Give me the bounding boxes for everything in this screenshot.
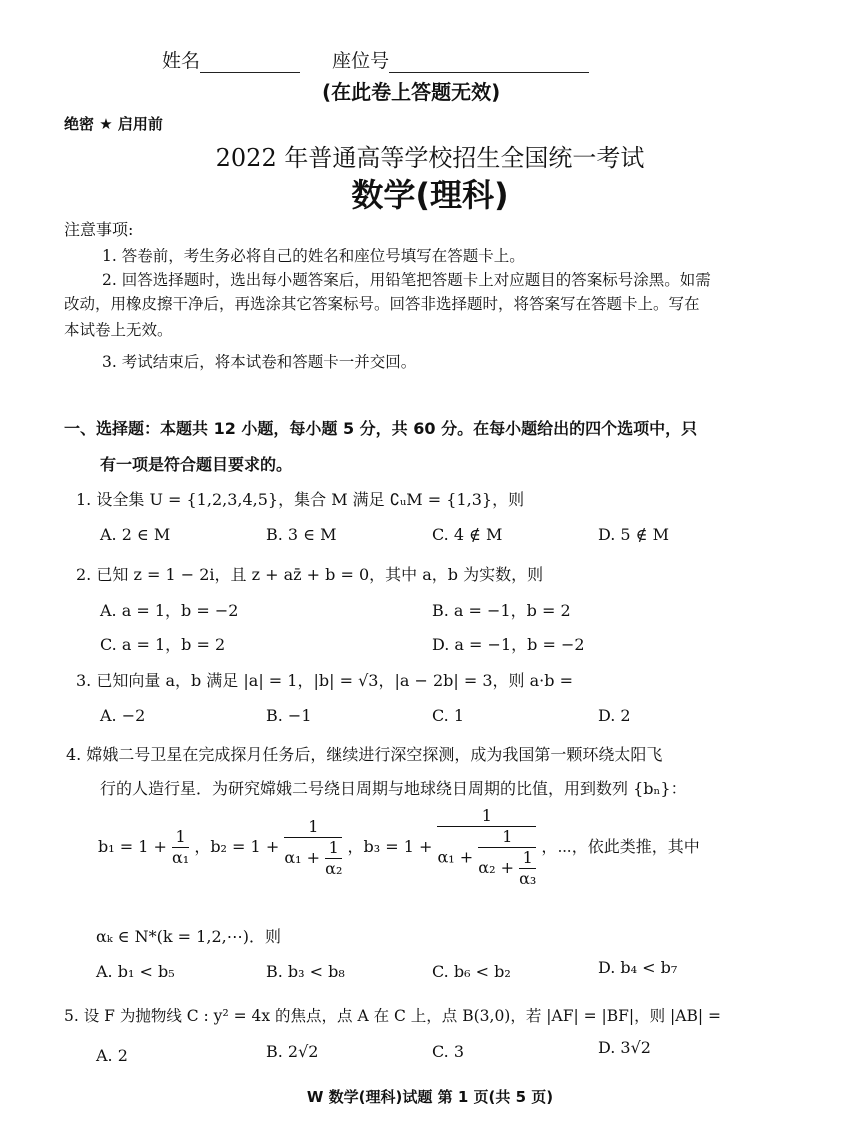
b2-fraction: 1 α₁ + $\frac{1}{\text{α₂}}$ [284,816,343,878]
q3-option-d: D. 2 [598,706,631,725]
q4-option-c: C. b₆ < b₂ [432,962,511,981]
q4-option-b: B. b₃ < b₈ [266,962,345,981]
notes-heading: 注意事项: [64,220,134,239]
question-4-condition: αₖ ∈ N*(k = 1,2,⋯)．则 [96,927,281,946]
secret-label: 绝密 ★ 启用前 [64,115,163,133]
q1-option-c: C. 4 ∉ M [432,525,503,544]
q5-option-b: B. 2√2 [266,1042,319,1061]
q4-option-d: D. b₄ < b₇ [598,958,678,977]
question-3-stem: 3. 已知向量 a，b 满足 |a| = 1，|b| = √3，|a − 2b| = 3，则 a·b = [76,671,573,690]
formula-tail: ，⋯，依此类推，其中 [541,837,700,856]
q5-option-a: A. 2 [96,1046,128,1065]
seat-label: 座位号 [332,50,390,72]
q2-option-c: C. a = 1，b = 2 [100,635,226,654]
subject-title: 数学(理科) [351,176,509,214]
q5-option-d: D. 3√2 [598,1038,651,1057]
question-2-stem: 2. 已知 z = 1 − 2i，且 z + az̄ + b = 0，其中 a，b 为实数，则 [76,565,544,584]
q3-option-a: A. −2 [100,706,146,725]
note-item-2-end: 本试卷上无效。 [64,321,173,339]
question-1-stem: 1. 设全集 U = {1,2,3,4,5}，集合 M 满足 ∁ᵤM = {1,3}，则 [76,490,525,509]
question-5-stem: 5. 设 F 为抛物线 C : y² = 4x 的焦点，点 A 在 C 上，点 B(3,0)，若 |AF| = |BF|，则 |AB| = [64,1007,721,1025]
name-label: 姓名 [162,50,201,72]
note-item-2: 2. 回答选择题时，选出每小题答案后，用铅笔把答题卡上对应题目的答案标号涂黑。如需 [102,271,711,289]
b3-lhs: ，b₃ = 1 + [347,837,433,856]
q2-option-a: A. a = 1，b = −2 [100,601,239,620]
q2-option-b: B. a = −1，b = 2 [432,601,571,620]
b2-lhs: ，b₂ = 1 + [194,837,280,856]
q3-option-b: B. −1 [266,706,312,725]
note-item-1: 1. 答卷前，考生务必将自己的姓名和座位号填写在答题卡上。 [102,247,525,265]
q1-option-d: D. 5 ∉ M [598,525,670,544]
question-4-line-2: 行的人造行星．为研究嫦娥二号绕日周期与地球绕日周期的比值，用到数列 {bₙ}： [100,779,687,798]
q1-option-a: A. 2 ∈ M [100,525,171,544]
question-4-line-1: 4. 嫦娥二号卫星在完成探月任务后，继续进行深空探测，成为我国第一颗环绕太阳飞 [66,745,663,764]
q4-option-a: A. b₁ < b₅ [96,962,175,981]
q1-option-b: B. 3 ∈ M [266,525,337,544]
section-heading-cont: 有一项是符合题目要求的。 [100,455,293,474]
page-footer: W 数学(理科)试题 第 1 页(共 5 页) [306,1088,554,1106]
q5-option-c: C. 3 [432,1042,465,1061]
b3-fraction: 1 α₁ + 1 α₂ + $\frac{1}{\text{α₃}}$ [437,806,537,888]
exam-title: 2022 年普通高等学校招生全国统一考试 [215,144,645,172]
student-info-line [162,46,589,73]
b1-lhs: b₁ = 1 + [98,837,167,856]
q2-option-d: D. a = −1，b = −2 [432,635,585,654]
b1-fraction: $\frac{1}{\text{α₁}}$ [172,827,190,867]
invalid-note: (在此卷上答题无效) [322,80,501,104]
q3-option-c: C. 1 [432,706,465,725]
seat-blank [389,52,589,73]
continued-fraction-formula [98,806,700,889]
note-item-2-cont: 改动，用橡皮擦干净后，再选涂其它答案标号。回答非选择题时，将答案写在答题卡上。写在 [64,295,700,313]
note-item-3: 3. 考试结束后，将本试卷和答题卡一并交回。 [102,353,417,371]
name-blank [200,52,300,73]
section-heading: 一、选择题：本题共 12 小题，每小题 5 分，共 60 分。在每小题给出的四个选项中，只 [64,419,698,438]
